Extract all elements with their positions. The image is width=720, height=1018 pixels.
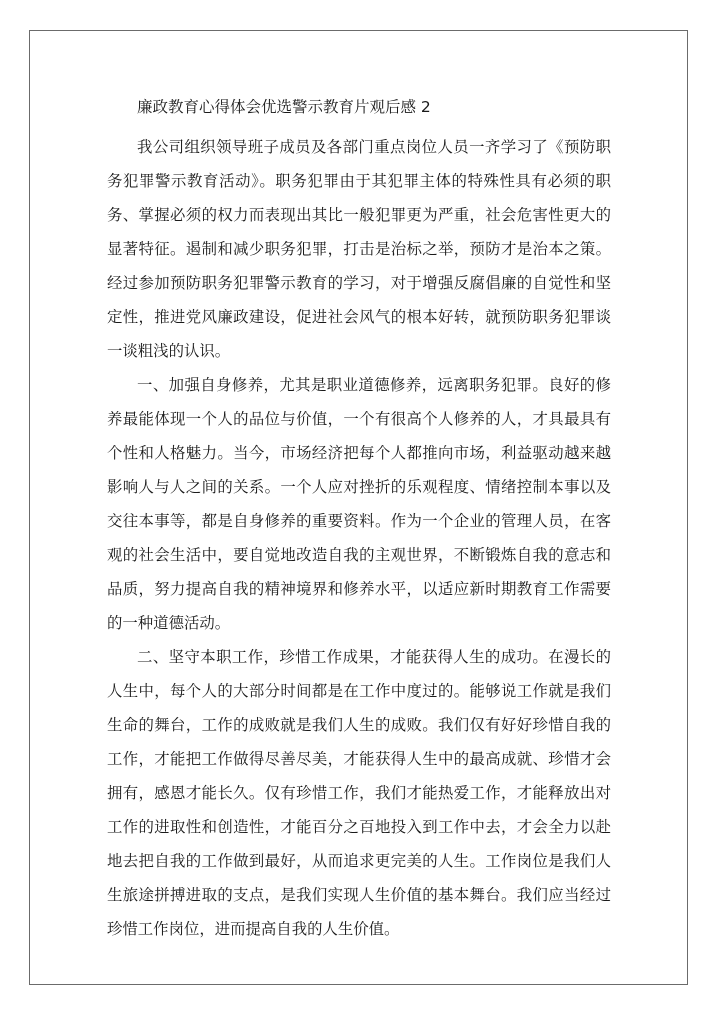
document-title: 廉政教育心得体会优选警示教育片观后感 2 xyxy=(137,98,431,116)
paragraph-intro: 我公司组织领导班子成员及各部门重点岗位人员一齐学习了《预防职务犯罪警示教育活动》。职务犯罪由于其犯罪主体的特殊性具有必须的职务、掌握必须的权力而表现出其比一般犯罪更为严重，社会危害性更大的显著特征。遏制和减少职务犯罪，打击是治标之举，预防才是治本之策。经过参加预防职务犯罪警示教育的学习，对于增强反腐倡廉的自觉性和坚定性，推进党风廉政建设，促进社会风气的根本好转，就预防职务犯罪谈一谈粗浅的认识。 xyxy=(107,138,611,360)
paragraph-section-one: 一、加强自身修养，尤其是职业道德修养，远离职务犯罪。良好的修养最能体现一个人的品位与价值，一个有很高个人修养的人，才具最具有个性和人格魅力。当今，市场经济把每个人都推向市场，利益驱动越来越影响人与人之间的关系。一个人应对挫折的乐观程度、情绪控制本事以及交往本事等，都是自身修养的重要资料。作为一个企业的管理人员，在客观的社会生活中，要自觉地改造自我的主观世界，不断锻炼自我的意志和品质，努力提高自我的精神境界和修养水平，以适应新时期教育工作需要的一种道德活动。 xyxy=(107,376,611,632)
paragraph-section-two: 二、坚守本职工作，珍惜工作成果，才能获得人生的成功。在漫长的人生中，每个人的大部分时间都是在工作中度过的。能够说工作就是我们生命的舞台，工作的成败就是我们人生的成败。我们仅有好好珍惜自我的工作，才能把工作做得尽善尽美，才能获得人生中的最高成就、珍惜才会拥有，感恩才能长久。仅有珍惜工作，我们才能热爱工作，才能释放出对工作的进取性和创造性，才能百分之百地投入到工作中去，才会全力以赴地去把自我的工作做到最好，从而追求更完美的人生。工作岗位是我们人生旅途拼搏进取的支点，是我们实现人生价值的基本舞台。我们应当经过珍惜工作岗位，进而提高自我的人生价值。 xyxy=(107,648,611,938)
document-body xyxy=(107,94,611,946)
